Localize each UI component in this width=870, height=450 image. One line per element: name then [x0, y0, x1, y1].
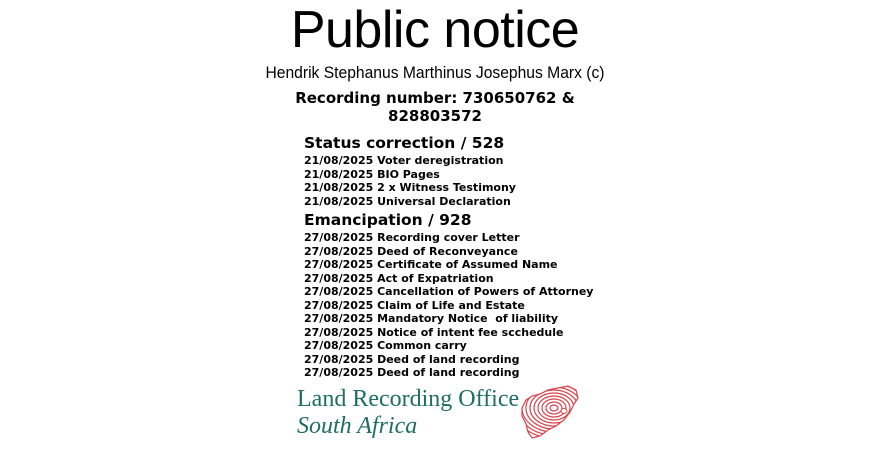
section-status-correction: [304, 133, 593, 208]
list-item: 21/08/2025 Universal Declaration: [304, 194, 511, 208]
list-item: 27/08/2025 Act of Expatriation: [304, 271, 494, 285]
logo-line1: Land Recording Office: [297, 386, 520, 412]
notice-content: [304, 133, 593, 380]
section-emancipation: [304, 210, 593, 380]
list-item: 21/08/2025 2 x Witness Testimony: [304, 181, 516, 194]
logo-line2: South Africa: [297, 413, 418, 439]
recording-number: [0, 89, 870, 125]
south-africa-map-fingerprint-icon: [518, 384, 582, 445]
list-item: 27/08/2025 Common carry: [304, 339, 467, 352]
list-item: 21/08/2025 Voter deregistration: [304, 154, 504, 167]
recording-number-line1: Recording number: 730650762 &: [295, 89, 575, 107]
page-title: Public notice: [290, 1, 580, 59]
list-item: 27/08/2025 Certificate of Assumed Name: [304, 258, 558, 271]
section-heading: Status correction / 528: [304, 134, 505, 152]
recording-number-line2: 828803572: [388, 107, 482, 125]
list-item: 27/08/2025 Deed of Reconveyance: [304, 244, 518, 258]
list-item: 27/08/2025 Mandatory Notice of liability: [304, 312, 559, 325]
list-item: 27/08/2025 Notice of intent fee scchedule: [304, 325, 564, 339]
list-item: 27/08/2025 Claim of Life and Estate: [304, 298, 525, 312]
person-name: Hendrik Stephanus Marthinus Josephus Marx (c): [265, 63, 605, 82]
list-item: 27/08/2025 Cancellation of Powers of Attorney: [304, 285, 594, 298]
land-recording-office-logo: [297, 386, 519, 440]
list-item: 27/08/2025 Deed of land recording: [304, 366, 520, 379]
list-item: 27/08/2025 Deed of land recording: [304, 352, 520, 366]
list-item: 27/08/2025 Recording cover Letter: [304, 231, 520, 244]
section-heading: Emancipation / 928: [304, 211, 472, 229]
list-item: 21/08/2025 BIO Pages: [304, 167, 440, 181]
